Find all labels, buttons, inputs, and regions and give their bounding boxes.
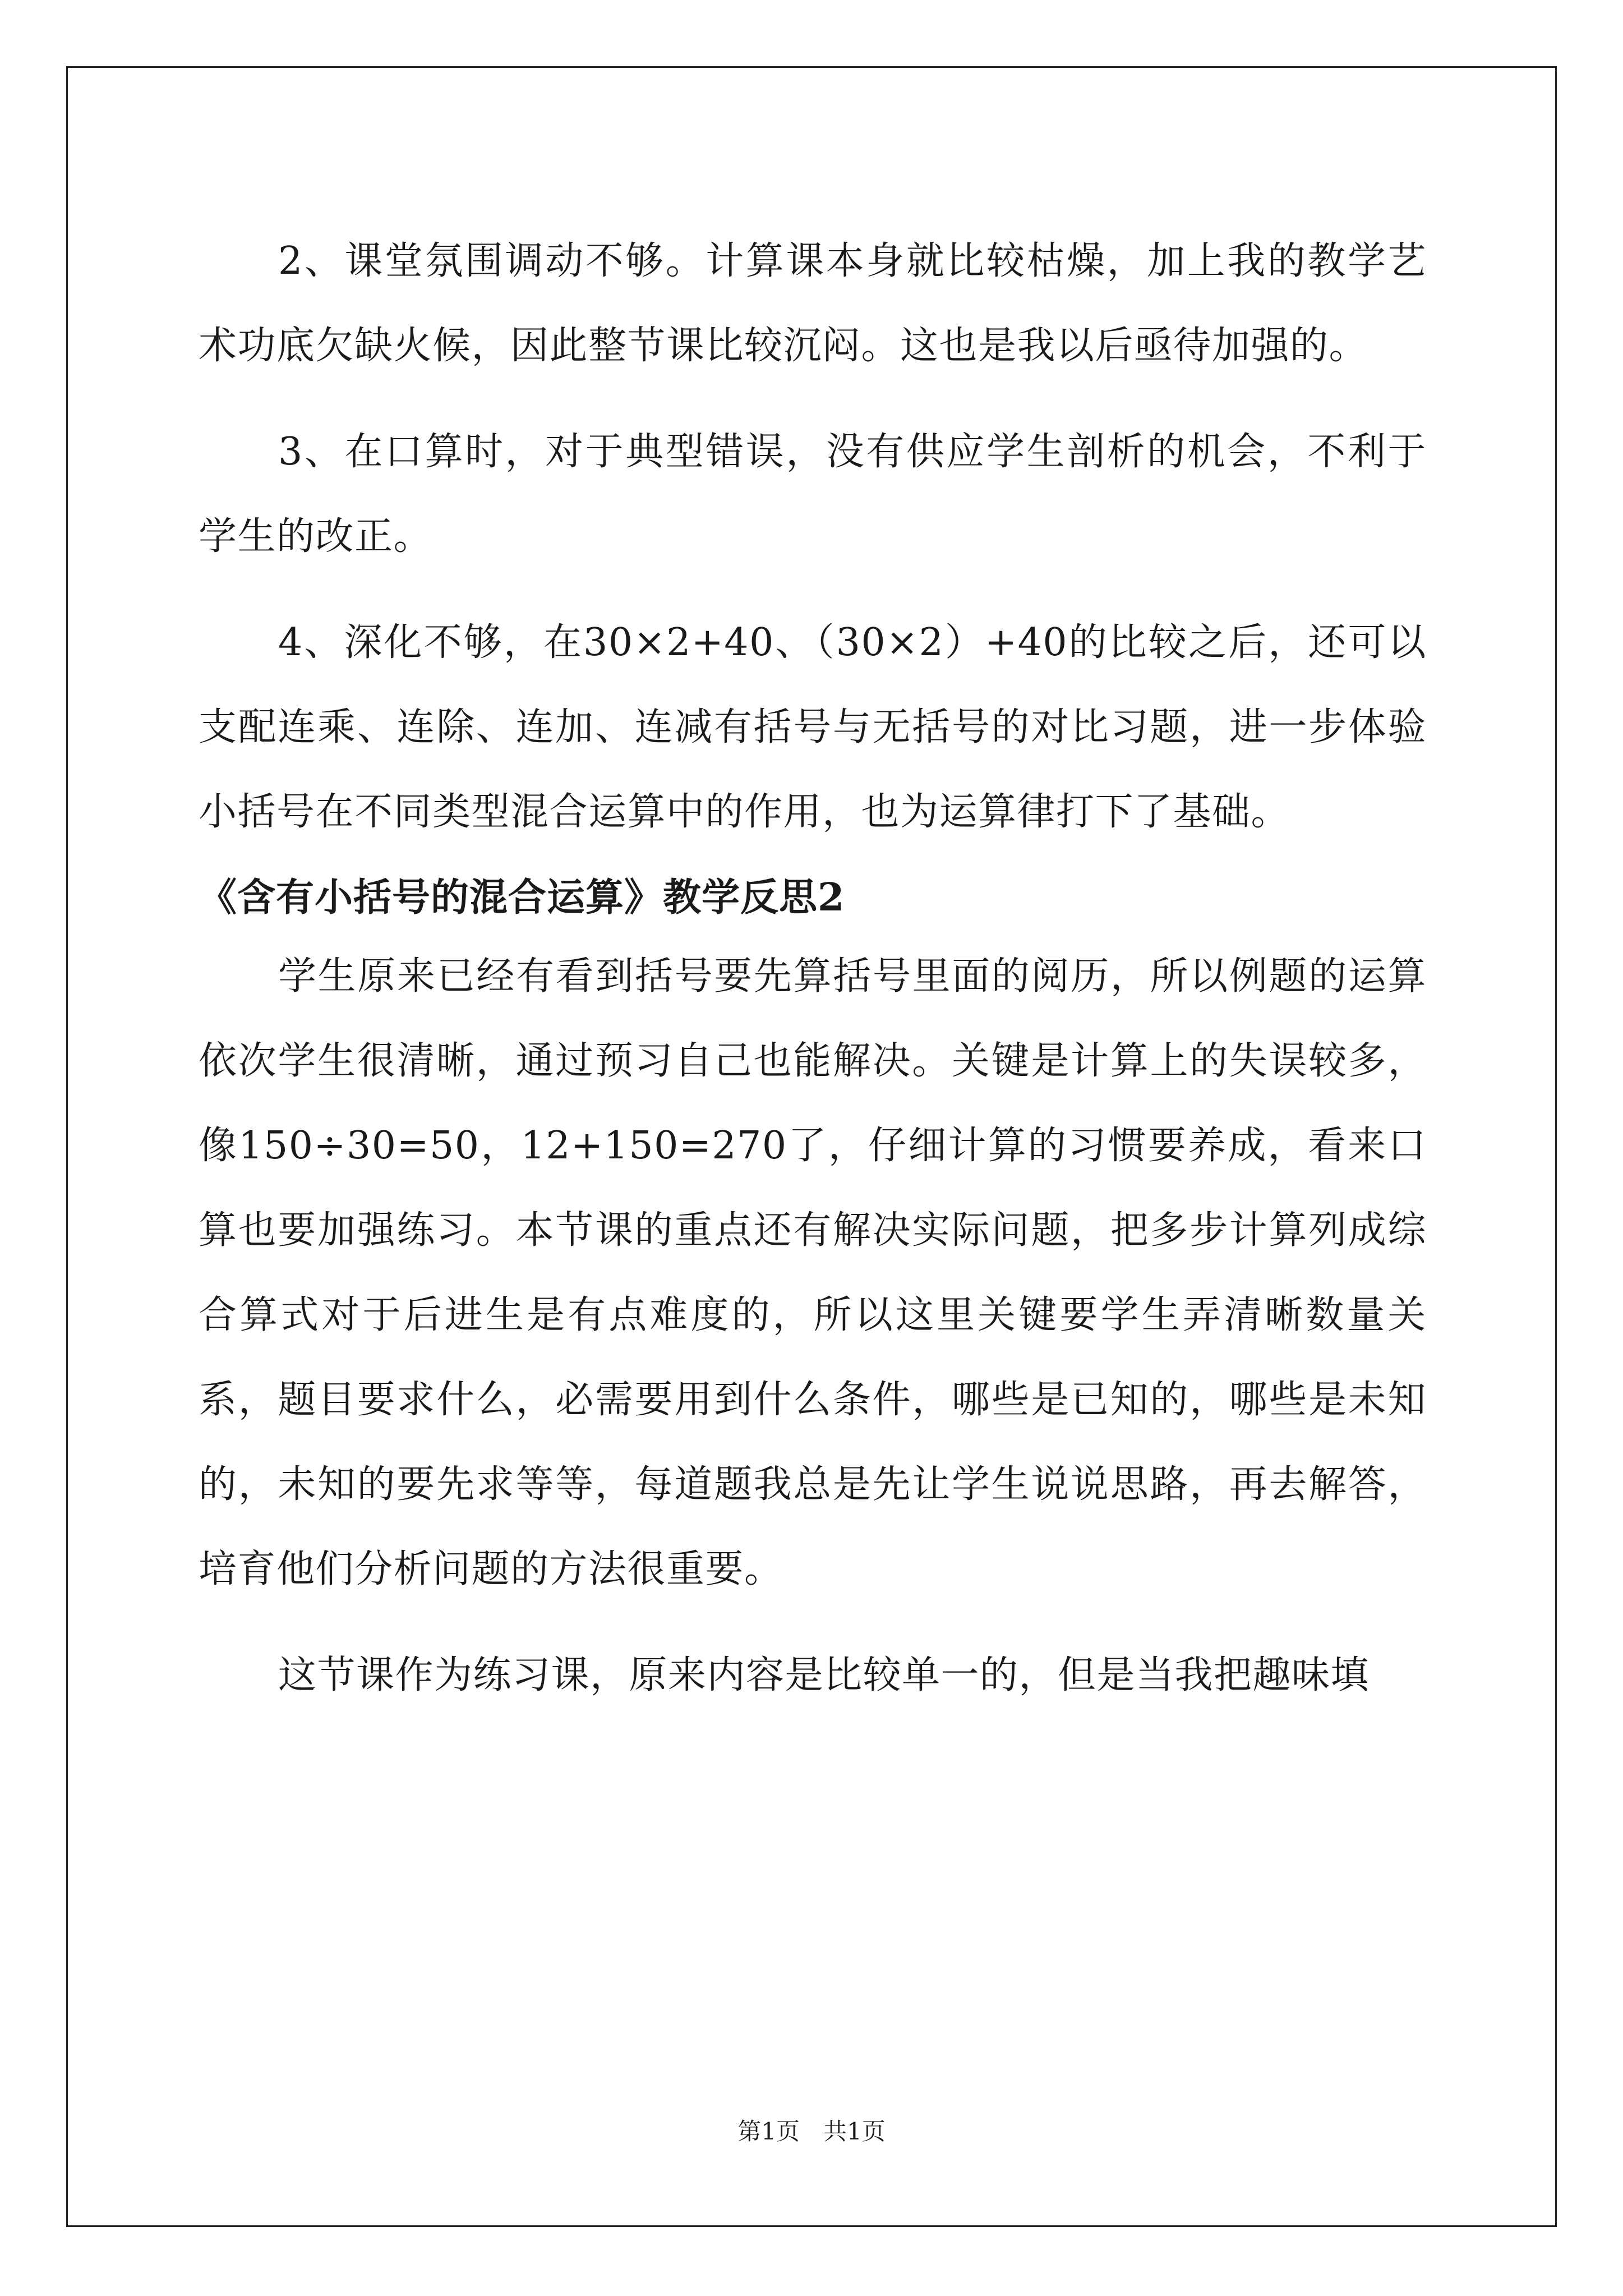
document-body: [199, 219, 1427, 1718]
paragraph-reflection-2: 这节课作为练习课，原来内容是比较单一的，但是当我把趣味填: [278, 1653, 1370, 1697]
paragraph-point-4: 4、深化不够，在30×2+40、（30×2）+40的比较之后，还可以支配连乘、连除、连加、连减有括号与无括号的对比习题，进一步体验小括号在不同类型混合运算中的作用，也为运算律打下了基础。: [199, 620, 1427, 834]
paragraph-point-2: 2、课堂氛围调动不够。计算课本身就比较枯燥，加上我的教学艺术功底欠缺火候，因此整节课比较沉闷。这也是我以后亟待加强的。: [199, 239, 1427, 368]
page-footer: 第1页 共1页: [737, 2118, 886, 2145]
paragraph-point-3: 3、在口算时，对于典型错误，没有供应学生剖析的机会，不利于学生的改正。: [199, 430, 1427, 559]
paragraph-reflection-1: 学生原来已经有看到括号要先算括号里面的阅历，所以例题的运算依次学生很清晰，通过预习自己也能解决。关键是计算上的失误较多，像150÷30=50，12+150=270了，仔细计算的习惯要养成，看来口算也要加强练习。本节课的重点还有解决实际问题，把多步计算列成综合算式对于后进生是有点难度的，所以这里关键要学生弄清晰数量关系，题目要求什么，必需要用到什么条件，哪些是已知的，哪些是未知的，未知的要先求等等，每道题我总是先让学生说说思路，再去解答，培育他们分析问题的方法很重要。: [199, 954, 1427, 1591]
section-title: 《含有小括号的混合运算》教学反思2: [199, 875, 845, 920]
